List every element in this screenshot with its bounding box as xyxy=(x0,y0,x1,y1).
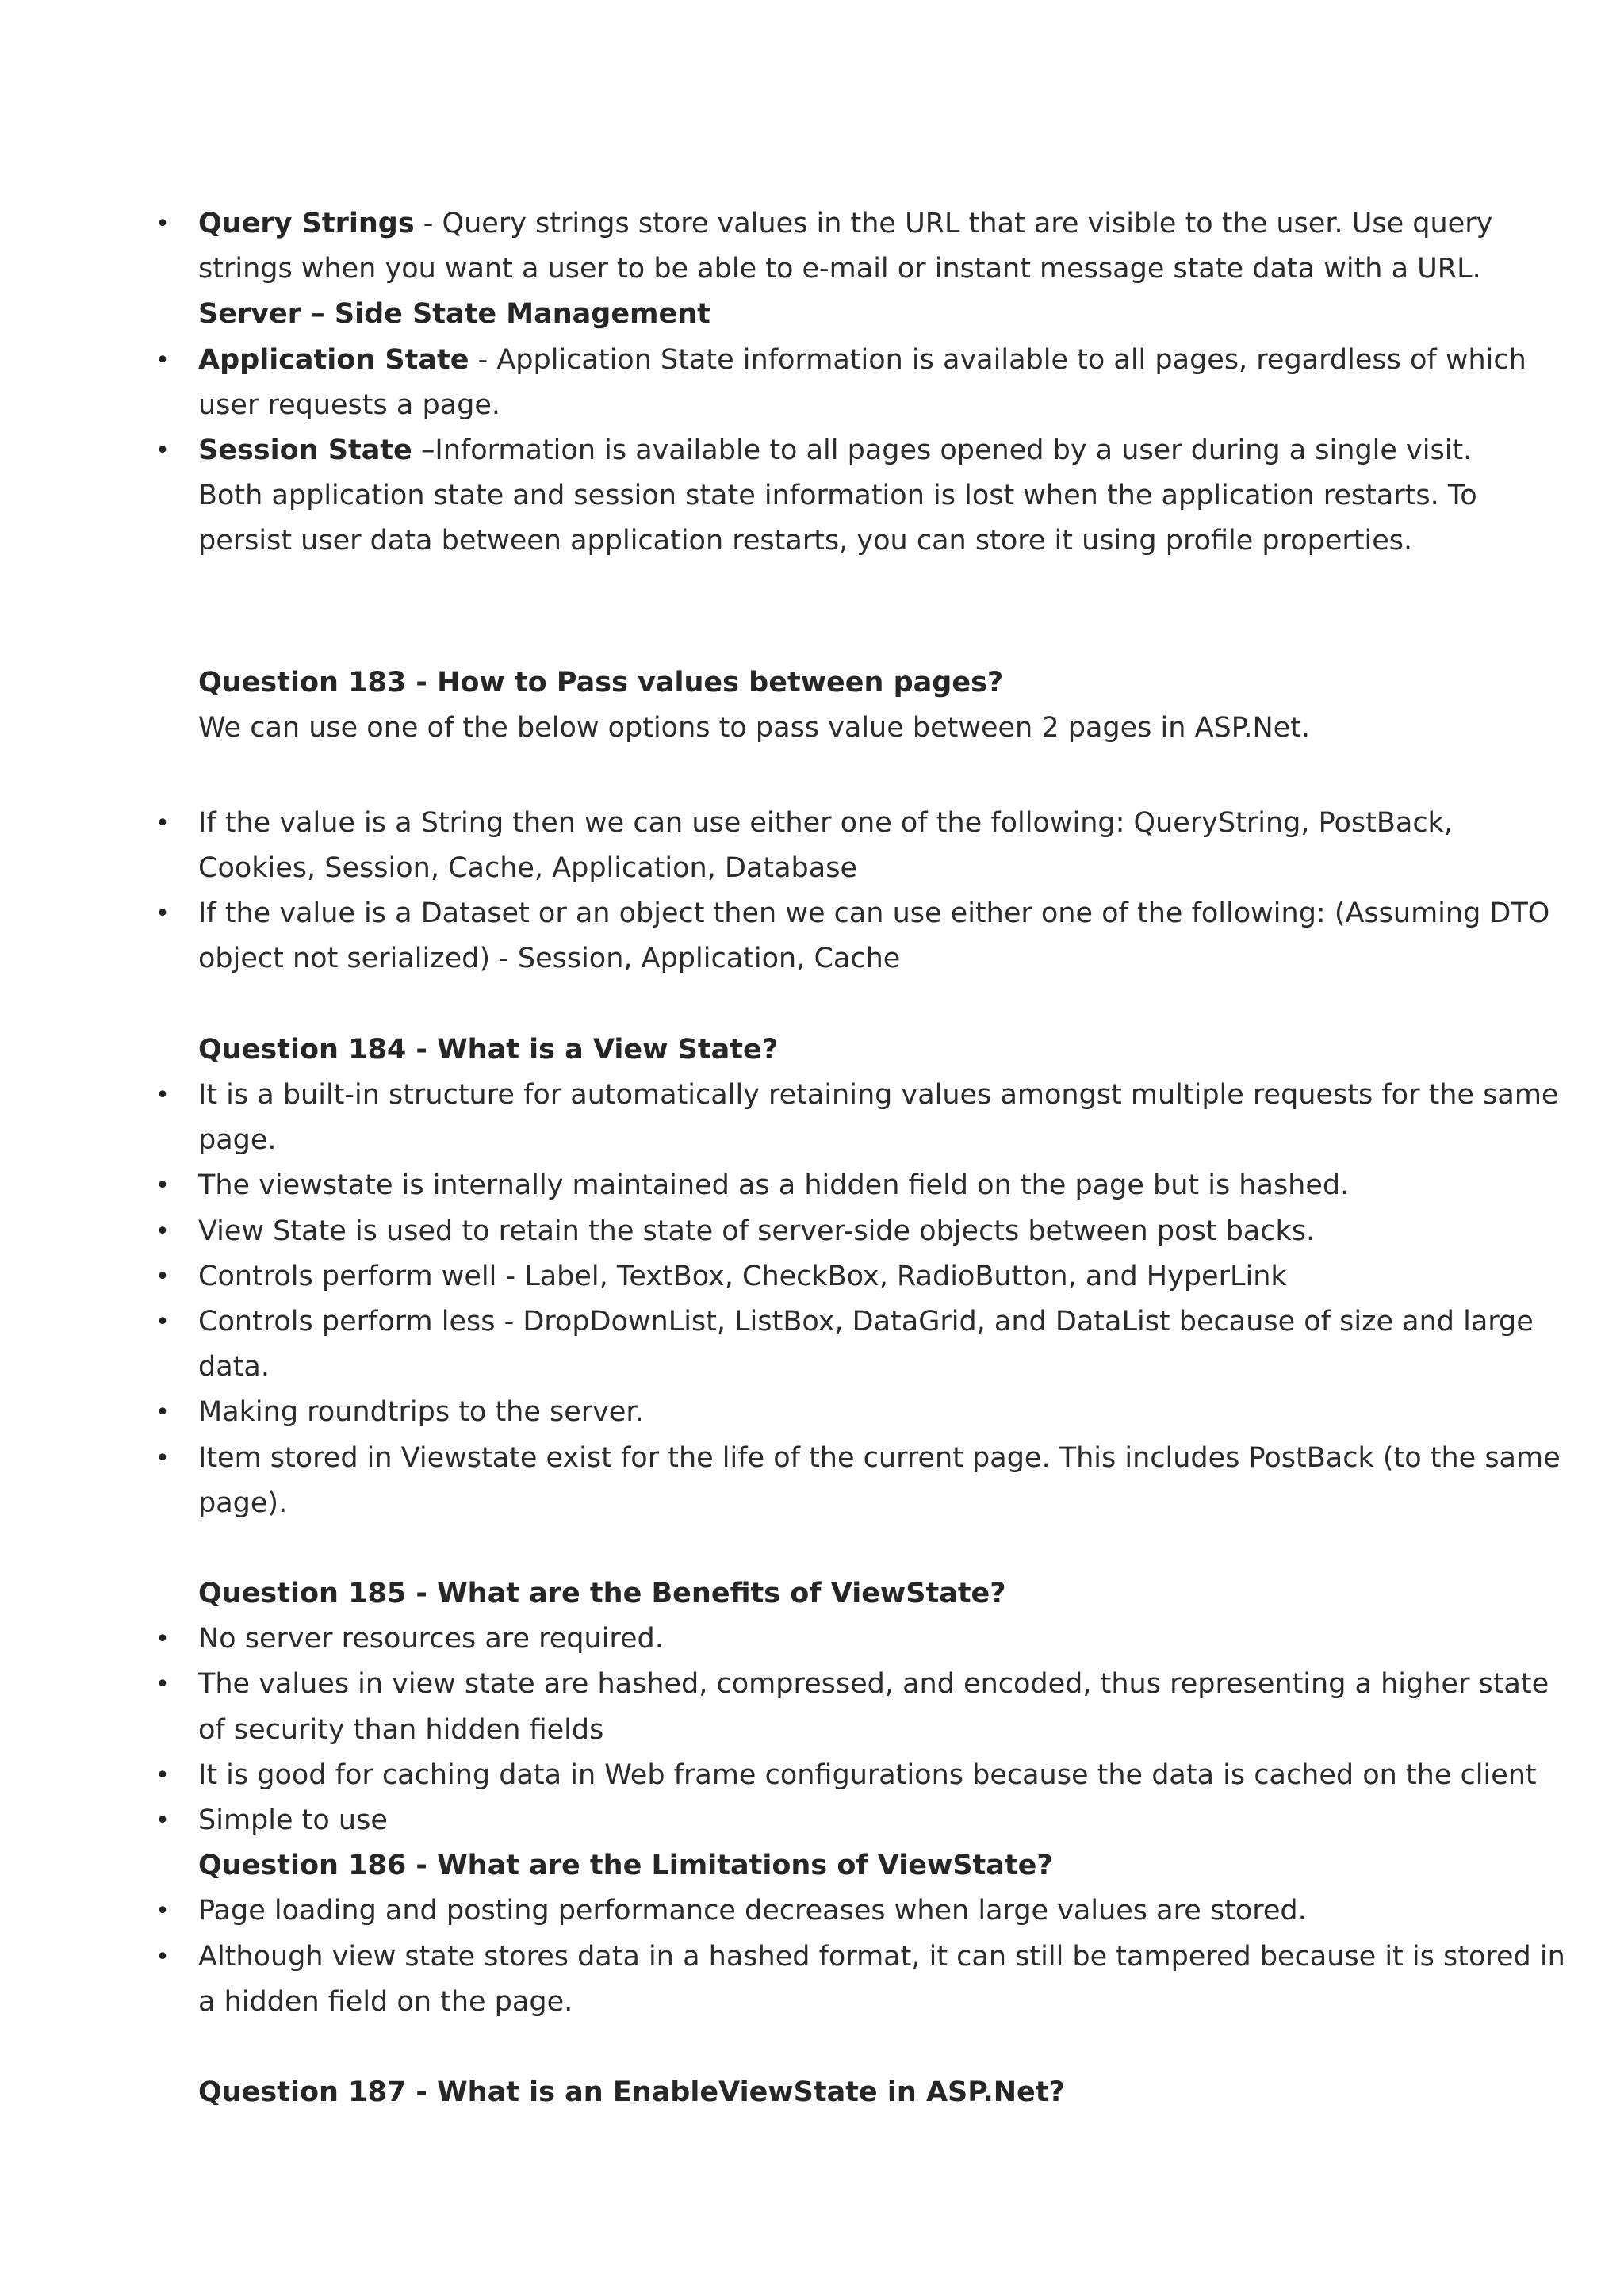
text-line: strings when you want a user to be able to e-mail or instant message state data with a URL. xyxy=(198,253,1481,285)
text-line: It is a built-in structure for automatically retaining values amongst multiple requests for the same xyxy=(198,1079,1559,1111)
list-item xyxy=(155,801,1453,846)
heading-question-185: Question 185 - What are the Benefits of ViewState? xyxy=(198,1578,1006,1610)
bullet-icon: • xyxy=(155,1444,170,1472)
bullet-icon: • xyxy=(155,210,170,238)
list-item xyxy=(155,1209,1451,1254)
bullet-icon: • xyxy=(155,1942,170,1971)
heading-question-187: Question 187 - What is an EnableViewState in ASP.Net? xyxy=(198,2076,1065,2109)
text-line: Controls perform well - Label, TextBox, CheckBox, RadioButton, and HyperLink xyxy=(198,1260,1287,1292)
text-line: object not serialized) - Session, Application, Cache xyxy=(198,943,901,975)
text-line: persist user data between application restarts, you can store it using profile properties. xyxy=(198,525,1413,557)
text-line: page. xyxy=(198,1124,277,1157)
bullet-icon: • xyxy=(155,1081,170,1109)
bullet-icon: • xyxy=(155,1307,170,1336)
list-item xyxy=(155,1662,1549,1707)
bullet-icon: • xyxy=(155,900,170,928)
bullet-icon: • xyxy=(155,1897,170,1926)
text-line: –Information is available to all pages opened by a user during a single visit. xyxy=(412,434,1473,466)
spacer xyxy=(198,1526,1451,1571)
bullet-icon: • xyxy=(155,1399,170,1427)
text-line: Making roundtrips to the server. xyxy=(198,1396,644,1429)
text-line: Cookies, Session, Cache, Application, Database xyxy=(198,852,857,885)
text-line: page). xyxy=(198,1487,288,1519)
text-line: of security than hidden fields xyxy=(198,1713,604,1746)
list-item xyxy=(155,1390,1451,1435)
text-line: It is good for caching data in Web frame configurations because the data is cached on the client xyxy=(198,1758,1537,1791)
list-item xyxy=(155,1299,1534,1345)
list-item xyxy=(155,1436,1561,1481)
bullet-icon: • xyxy=(155,1217,170,1246)
term-session-state: Session State xyxy=(198,434,412,466)
list-item xyxy=(155,891,1550,936)
heading-question-183: Question 183 - How to Pass values between pages? xyxy=(198,666,1004,698)
list-item xyxy=(155,1798,1451,1843)
text-line: The values in view state are hashed, compressed, and encoded, thus representing a higher state xyxy=(198,1668,1549,1701)
spacer xyxy=(198,982,1451,1027)
bullet-icon: • xyxy=(155,1172,170,1200)
text-line: - Application State information is available to all pages, regardless of which xyxy=(469,343,1526,376)
text-line: Simple to use xyxy=(198,1804,388,1836)
list-item xyxy=(155,1254,1451,1299)
list-item xyxy=(155,1073,1559,1118)
list-item-query-strings xyxy=(155,201,1493,247)
list-item-session-state xyxy=(155,428,1473,473)
text-line: Page loading and posting performance decreases when large values are stored. xyxy=(198,1895,1307,1927)
bullet-icon: • xyxy=(155,346,170,374)
list-item xyxy=(155,1617,1451,1662)
list-item-application-state xyxy=(155,338,1526,383)
text-line: If the value is a String then we can use either one of the following: QueryString, PostBack, xyxy=(198,806,1453,839)
bullet-icon: • xyxy=(155,809,170,837)
bullet-icon: • xyxy=(155,1807,170,1835)
list-item xyxy=(155,1888,1451,1934)
bullet-icon: • xyxy=(155,436,170,465)
text-line: Although view state stores data in a hashed format, it can still be tampered because it is stored in xyxy=(198,1940,1565,1973)
spacer xyxy=(198,2025,1451,2070)
text-line: We can use one of the below options to pass value between 2 pages in ASP.Net. xyxy=(198,711,1311,744)
spacer xyxy=(198,751,1451,801)
text-line: If the value is a Dataset or an object then we can use either one of the following: (Assuming DTO xyxy=(198,897,1550,930)
text-line: No server resources are required. xyxy=(198,1623,664,1655)
text-line: Both application state and session state information is lost when the application restarts. To xyxy=(198,480,1477,512)
spacer xyxy=(198,564,1451,660)
text-line: - Query strings store values in the URL that are visible to the user. Use query xyxy=(414,208,1493,239)
list-item xyxy=(155,1163,1451,1208)
bullet-icon: • xyxy=(155,1761,170,1789)
text-line: user requests a page. xyxy=(198,388,500,421)
term-query-strings: Query Strings xyxy=(198,208,415,239)
text-line: View State is used to retain the state of server-side objects between post backs. xyxy=(198,1215,1316,1247)
heading-server-side: Server – Side State Management xyxy=(198,298,710,331)
list-item xyxy=(155,1934,1565,1980)
text-line: The viewstate is internally maintained as a hidden field on the page but is hashed. xyxy=(198,1169,1350,1202)
term-application-state: Application State xyxy=(198,343,469,376)
list-item xyxy=(155,1753,1537,1798)
bullet-icon: • xyxy=(155,1670,170,1699)
text-line: Controls perform less - DropDownList, ListBox, DataGrid, and DataList because of size and large xyxy=(198,1305,1534,1337)
text-line: a hidden field on the page. xyxy=(198,1985,573,2018)
bullet-icon: • xyxy=(155,1625,170,1654)
text-line: Item stored in Viewstate exist for the life of the current page. This includes PostBack (to the same xyxy=(198,1441,1561,1474)
text-line: data. xyxy=(198,1351,270,1383)
document-content xyxy=(155,201,1565,2115)
bullet-icon: • xyxy=(155,1262,170,1291)
heading-question-186: Question 186 - What are the Limitations of ViewState? xyxy=(198,1850,1053,1882)
heading-question-184: Question 184 - What is a View State? xyxy=(198,1033,779,1066)
